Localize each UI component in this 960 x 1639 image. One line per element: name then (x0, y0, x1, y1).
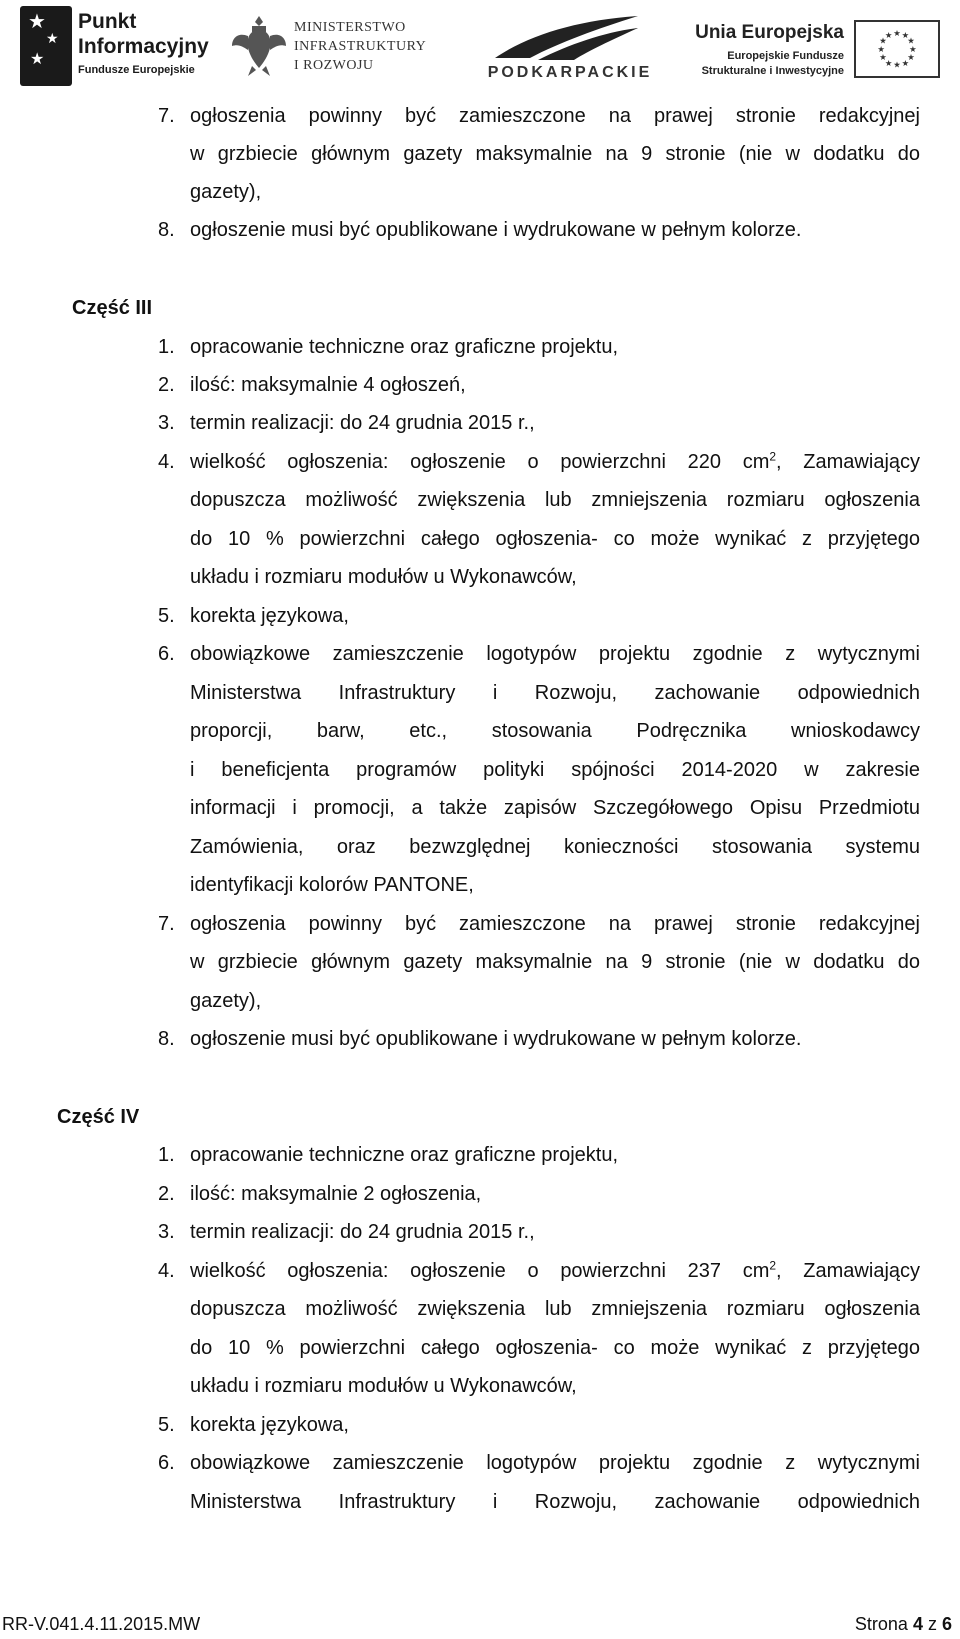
punkt-logo-line2: Informacyjny (78, 35, 209, 58)
list-item-line: obowiązkowe zamieszczenie logotypów projektu zgodnie z wytycznymi (190, 1452, 920, 1474)
list-item-number: 8. (158, 219, 175, 241)
size-text-tail: , Zamawiający (776, 451, 921, 473)
podkarpackie-logo-text: PODKARPACKIE (487, 64, 653, 81)
eu-logo-line1: Unia Europejska (695, 22, 844, 43)
punkt-logo-line3: Fundusze Europejskie (78, 64, 195, 76)
list-item-number: 4. (158, 1260, 175, 1282)
svg-text:★: ★ (884, 57, 893, 68)
list-item-line: ogłoszenie musi być opublikowane i wydrukowane w pełnym kolorze. (190, 1028, 802, 1050)
page-total: 6 (941, 1614, 952, 1634)
ministry-logo-line3: I ROZWOJU (294, 58, 374, 73)
list-item-number: 7. (158, 913, 175, 935)
svg-text:★: ★ (893, 59, 901, 70)
list-item-line: termin realizacji: do 24 grudnia 2015 r., (190, 412, 535, 434)
document-reference: RR-V.041.4.11.2015.MW (2, 1614, 201, 1634)
list-item-number: 3. (158, 1221, 175, 1243)
list-item-line: opracowanie techniczne oraz graficzne projektu, (190, 1144, 619, 1166)
list-item-line: informacji i promocji, a także zapisów Szczegółowego Opisu Przedmiotu (190, 797, 920, 819)
page-header (0, 0, 960, 92)
list-item-number: 3. (158, 412, 175, 434)
list-item-line: opracowanie techniczne oraz graficzne projektu, (190, 336, 619, 358)
eu-logo (692, 16, 942, 86)
eu-logo-line3: Strukturalne i Inwestycyjne (701, 65, 844, 77)
list-item-line: ogłoszenia powinny być zamieszczone na prawej stronie redakcyjnej (190, 105, 920, 127)
list-item-number: 1. (158, 1144, 175, 1166)
podkarpackie-logo (470, 14, 670, 84)
list-item-number: 5. (158, 605, 175, 627)
list-item-line: ilość: maksymalnie 4 ogłoszeń, (190, 374, 466, 396)
punkt-informacyjny-mark-icon: ★ ★ ★ (20, 6, 72, 86)
page-number (855, 1613, 952, 1635)
list-item-line: identyfikacji kolorów PANTONE, (190, 874, 474, 896)
size-text: wielkość ogłoszenia: ogłoszenie o powierzchni 237 cm (190, 1260, 770, 1282)
list-item-line: Ministerstwa Infrastruktury i Rozwoju, zachowanie odpowiednich (190, 682, 920, 704)
page-current: 4 (912, 1614, 923, 1634)
list-item-number: 5. (158, 1414, 175, 1436)
list-item-line: układu i rozmiaru modułów u Wykonawców, (190, 566, 577, 588)
eagle-emblem-icon (230, 12, 288, 78)
list-item-number: 1. (158, 336, 175, 358)
list-item-line (190, 1259, 920, 1283)
list-item-number: 7. (158, 105, 175, 127)
list-item-line: w grzbiecie głównym gazety maksymalnie na 9 stronie (nie w dodatku do (190, 143, 920, 165)
list-item-number: 6. (158, 643, 175, 665)
svg-text:★: ★ (901, 29, 910, 40)
list-item-line: w grzbiecie głównym gazety maksymalnie na 9 stronie (nie w dodatku do (190, 951, 920, 973)
page-of: z (927, 1614, 937, 1634)
svg-text:★: ★ (877, 43, 885, 54)
list-item-line: korekta językowa, (190, 605, 349, 627)
svg-text:★: ★ (884, 29, 893, 40)
list-item-number: 4. (158, 451, 175, 473)
svg-text:★: ★ (907, 52, 915, 63)
superscript-2: 2 (769, 449, 777, 464)
list-item-line: ogłoszenie musi być opublikowane i wydrukowane w pełnym kolorze. (190, 219, 802, 241)
list-item-line: Zamówienia, oraz bezwzględnej konieczności stosowania systemu (190, 836, 920, 858)
ministry-logo-line1: MINISTERSTWO (294, 20, 406, 35)
list-item-line: proporcji, barw, etc., stosowania Podręcznika wnioskodawcy (190, 720, 920, 742)
list-item-number: 8. (158, 1028, 175, 1050)
list-item-line: korekta językowa, (190, 1414, 349, 1436)
list-item-line: gazety), (190, 181, 262, 203)
list-item-number: 2. (158, 374, 175, 396)
list-item-line: gazety), (190, 990, 262, 1012)
list-item-line (190, 450, 920, 474)
svg-text:★: ★ (907, 35, 915, 46)
superscript-2: 2 (769, 1258, 777, 1273)
section-heading: Część IV (57, 1106, 140, 1128)
punkt-logo-line1: Punkt (78, 10, 137, 33)
svg-text:★: ★ (879, 35, 887, 46)
ministry-logo-line2: INFRASTRUKTURY (294, 39, 427, 54)
svg-text:★: ★ (909, 43, 917, 54)
list-item-line: dopuszcza możliwość zwiększenia lub zmniejszenia rozmiaru ogłoszenia (190, 1298, 920, 1320)
list-item-line: termin realizacji: do 24 grudnia 2015 r., (190, 1221, 535, 1243)
ministry-logo (230, 12, 440, 82)
list-item-line: do 10 % powierzchni całego ogłoszenia- co może wynikać z przyjętego (190, 528, 920, 550)
page-label: Strona (854, 1614, 908, 1634)
list-item-line: do 10 % powierzchni całego ogłoszenia- co może wynikać z przyjętego (190, 1337, 920, 1359)
svg-text:★: ★ (893, 27, 901, 38)
list-item-line: dopuszcza możliwość zwiększenia lub zmniejszenia rozmiaru ogłoszenia (190, 489, 920, 511)
list-item-line: układu i rozmiaru modułów u Wykonawców, (190, 1375, 577, 1397)
list-item-line: ilość: maksymalnie 2 ogłoszenia, (190, 1183, 482, 1205)
svg-text:★: ★ (879, 52, 887, 63)
list-item-line: Ministerstwa Infrastruktury i Rozwoju, zachowanie odpowiednich (190, 1491, 920, 1513)
eu-logo-line2: Europejskie Fundusze (727, 50, 844, 62)
section-heading: Część III (72, 297, 153, 319)
punkt-informacyjny-logo (20, 4, 210, 88)
eu-flag-icon (854, 20, 940, 78)
svg-text:★: ★ (901, 57, 910, 68)
list-item-line: i beneficjenta programów polityki spójności 2014-2020 w zakresie (190, 759, 920, 781)
list-item-line: obowiązkowe zamieszczenie logotypów projektu zgodnie z wytycznymi (190, 643, 920, 665)
podkarpackie-swoosh-icon (490, 14, 640, 62)
list-item-line: ogłoszenia powinny być zamieszczone na prawej stronie redakcyjnej (190, 913, 920, 935)
list-item-number: 2. (158, 1183, 175, 1205)
size-text-tail: , Zamawiający (776, 1260, 921, 1282)
list-item-number: 6. (158, 1452, 175, 1474)
size-text: wielkość ogłoszenia: ogłoszenie o powierzchni 220 cm (190, 451, 770, 473)
